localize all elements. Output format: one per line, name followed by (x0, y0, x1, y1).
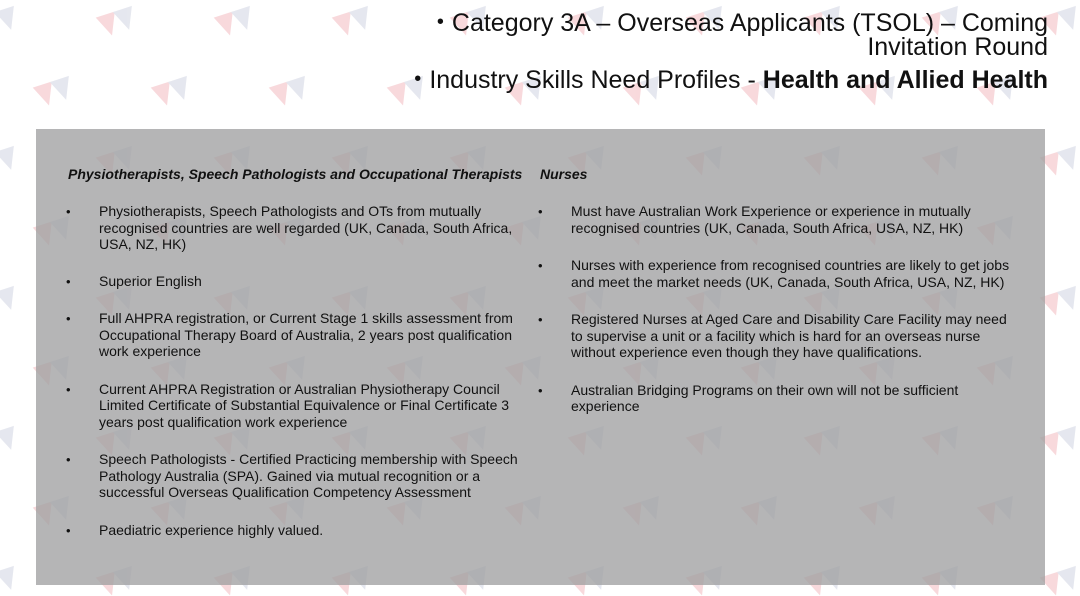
watermark-logo-icon (0, 423, 28, 458)
header-bullet-category (436, 9, 1048, 61)
content-panel (36, 129, 1045, 585)
bullet-dot-icon: • (414, 68, 422, 90)
watermark-logo-icon (1040, 283, 1080, 318)
column-therapists (68, 166, 538, 558)
watermark-logo-icon (1040, 563, 1080, 596)
slide-header (0, 0, 1080, 120)
column-title-therapists: Physiotherapists, Speech Pathologists and Occupational Therapists (68, 166, 523, 182)
header-line2-bold: Health and Allied Health (762, 66, 1048, 94)
header-bullet-profiles (414, 66, 1048, 94)
bullet-dot-icon: • (436, 11, 444, 33)
list-item: • Registered Nurses at Aged Care and Disability Care Facility may need to supervise a unit or a facility which is hard for an overseas nurse without experience even though they have qualifications. (540, 311, 1010, 361)
list-item: • Speech Pathologists - Certified Practicing membership with Speech Pathology Australia (SPA). Gained via mutual recognition or a successful Overseas Qualification Competency Assessment (68, 451, 538, 501)
watermark-logo-icon (1040, 143, 1080, 178)
list-item: • Paediatric experience highly valued. (68, 522, 538, 539)
list-item: • Australian Bridging Programs on their own will not be sufficient experience (540, 382, 1010, 415)
list-item: • Physiotherapists, Speech Pathologists and OTs from mutually recognised countries are well regarded (UK, Canada, South Africa, USA, NZ, HK) (68, 203, 538, 253)
list-item: • Current AHPRA Registration or Australian Physiotherapy Council Limited Certificate of Substantial Equivalence or Final Certificate 3 years post qualification work experience (68, 381, 538, 431)
watermark-logo-icon (1040, 423, 1080, 458)
watermark-logo-icon (0, 283, 28, 318)
watermark-logo-icon (0, 563, 28, 596)
header-line2-prefix: Industry Skills Need Profiles - (429, 66, 763, 94)
list-item: • Must have Australian Work Experience or experience in mutually recognised countries (UK, Canada, South Africa, USA, NZ, HK) (540, 203, 1010, 236)
header-line1-main: Category 3A – Overseas Applicants (TSOL) – Coming (451, 9, 1048, 37)
column-nurses (540, 166, 1010, 435)
column-title-nurses: Nurses (540, 166, 588, 182)
header-line1-cont: Invitation Round (867, 33, 1048, 61)
list-item: • Full AHPRA registration, or Current Stage 1 skills assessment from Occupational Therapy Board of Australia, 2 years post qualification work experience (68, 310, 538, 360)
list-item: • Nurses with experience from recognised countries are likely to get jobs and meet the market needs (UK, Canada, South Africa, USA, NZ, HK) (540, 257, 1010, 290)
watermark-logo-icon (0, 143, 28, 178)
list-item: • Superior English (68, 273, 538, 290)
